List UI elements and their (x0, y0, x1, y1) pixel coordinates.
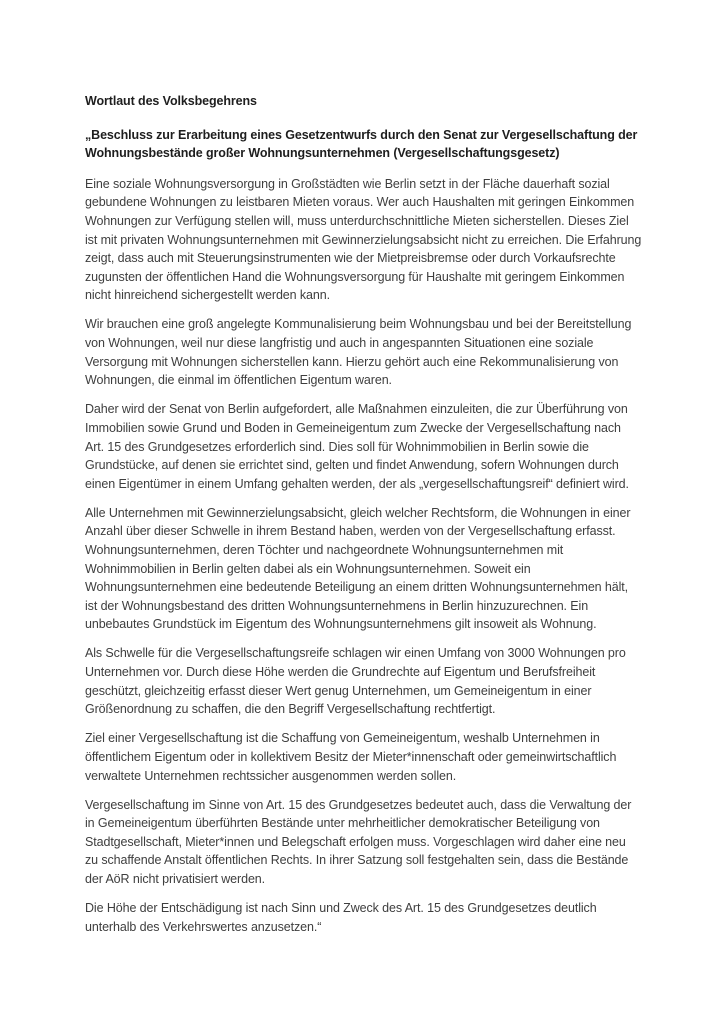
paragraph-kommunalisierung: Wir brauchen eine groß angelegte Kommunalisierung beim Wohnungsbau und bei der Bereitstellung von Wohnungen, weil nur diese langfristig und auch in angespannten Situationen eine soziale Versorgung mit Wohnungen sicherstellen kann. Hierzu gehört auch eine Rekommunalisierung von Wohnungen, die einmal im öffentlichen Eigentum waren. (85, 317, 632, 388)
document-page (85, 92, 642, 947)
document-heading: „Beschluss zur Erarbeitung eines Gesetzentwurfs durch den Senat zur Vergesellschaftung der Wohnungsbestände großer Wohnungsunternehmen (Vergesellschaftungsgesetz) (85, 127, 638, 161)
paragraph-ziel-gemeineigentum: Ziel einer Vergesellschaftung ist die Schaffung von Gemeineigentum, weshalb Unternehmen in öffentlichem Eigentum oder in kollektivem Besitz der Mieter*innenschaft oder gemeinwirtschaftlich verwaltete Unternehmen rechtssicher ausgenommen werden sollen. (85, 731, 617, 783)
document-title: Wortlaut des Volksbegehrens (85, 94, 257, 108)
paragraph-unternehmen-erfassung: Alle Unternehmen mit Gewinnerzielungsabsicht, gleich welcher Rechtsform, die Wohnungen in einer Anzahl über dieser Schwelle in ihrem Bestand haben, werden von der Vergesellschaftung erfasst. Wohnungsunternehmen, deren Töchter und nachgeordnete Wohnungsunternehmen mit Wohnimmobilien in Berlin gelten dabei als ein Wohnungsunternehmen. Soweit ein Wohnungsunternehmen eine bedeutende Beteiligung an einem dritten Wohnungsunternehmen hält, ist der Wohnungsbestand des dritten Wohnungsunternehmens in Berlin hinzuzurechnen. Ein unbebautes Grundstück im Eigentum des Wohnungsunternehmens gilt insoweit als Wohnung. (85, 505, 631, 632)
paragraph-verwaltung-aoer: Vergesellschaftung im Sinne von Art. 15 des Grundgesetzes bedeutet auch, dass die Verwaltung der in Gemeineigentum überführten Bestände unter mehrheitlicher demokratischer Beteiligung von Stadtgesellschaft, Mieter*innen und Belegschaft erfolgen muss. Vorgeschlagen wird daher eine neu zu schaffende Anstalt öffentlichen Rechts. In ihrer Satzung soll festgehalten sein, dass die Bestände der AöR nicht privatisiert werden. (85, 797, 632, 886)
paragraph-senat-aufforderung: Daher wird der Senat von Berlin aufgefordert, alle Maßnahmen einzuleiten, die zur Überführung von Immobilien sowie Grund und Boden in Gemeineigentum zum Zwecke der Vergesellschaftung nach Art. 15 des Grundgesetzes erforderlich sind. Dies soll für Wohnimmobilien in Berlin sowie die Grundstücke, auf denen sie errichtet sind, gelten und findet Anwendung, sofern Wohnungen durch einen Eigentümer in einem Umfang gehalten werden, der als „vergesellschaftungsreif“ definiert wird. (85, 402, 629, 491)
paragraph-housing-supply: Eine soziale Wohnungsversorgung in Großstädten wie Berlin setzt in der Fläche dauerhaft sozial gebundene Wohnungen zu leistbaren Mieten voraus. Wer auch Haushalten mit geringen Einkommen Wohnungen zur Verfügung stellen will, muss unterdurchschnittliche Mieten sicherstellen. Dieses Ziel ist mit privaten Wohnungsunternehmen mit Gewinnerzielungsabsicht nicht zu erreichen. Die Erfahrung zeigt, dass auch mit Steuerungsinstrumenten wie der Mietpreisbremse oder durch Vorkaufsrechte zugunsten der öffentlichen Hand die Wohnungsversorgung für Haushalte mit geringem Einkommen nicht hinreichend sichergestellt werden kann. (85, 176, 642, 303)
paragraph-entschaedigung: Die Höhe der Entschädigung ist nach Sinn und Zweck des Art. 15 des Grundgesetzes deutlich unterhalb des Verkehrswertes anzusetzen.“ (85, 901, 597, 934)
paragraph-schwelle-3000: Als Schwelle für die Vergesellschaftungsreife schlagen wir einen Umfang von 3000 Wohnungen pro Unternehmen vor. Durch diese Höhe werden die Grundrechte auf Eigentum und Berufsfreiheit geschützt, gleichzeitig erfasst dieser Wert genug Unternehmen, um Gemeineigentum in einer Größenordnung zu schaffen, die den Begriff Vergesellschaftung rechtfertigt. (85, 646, 626, 717)
